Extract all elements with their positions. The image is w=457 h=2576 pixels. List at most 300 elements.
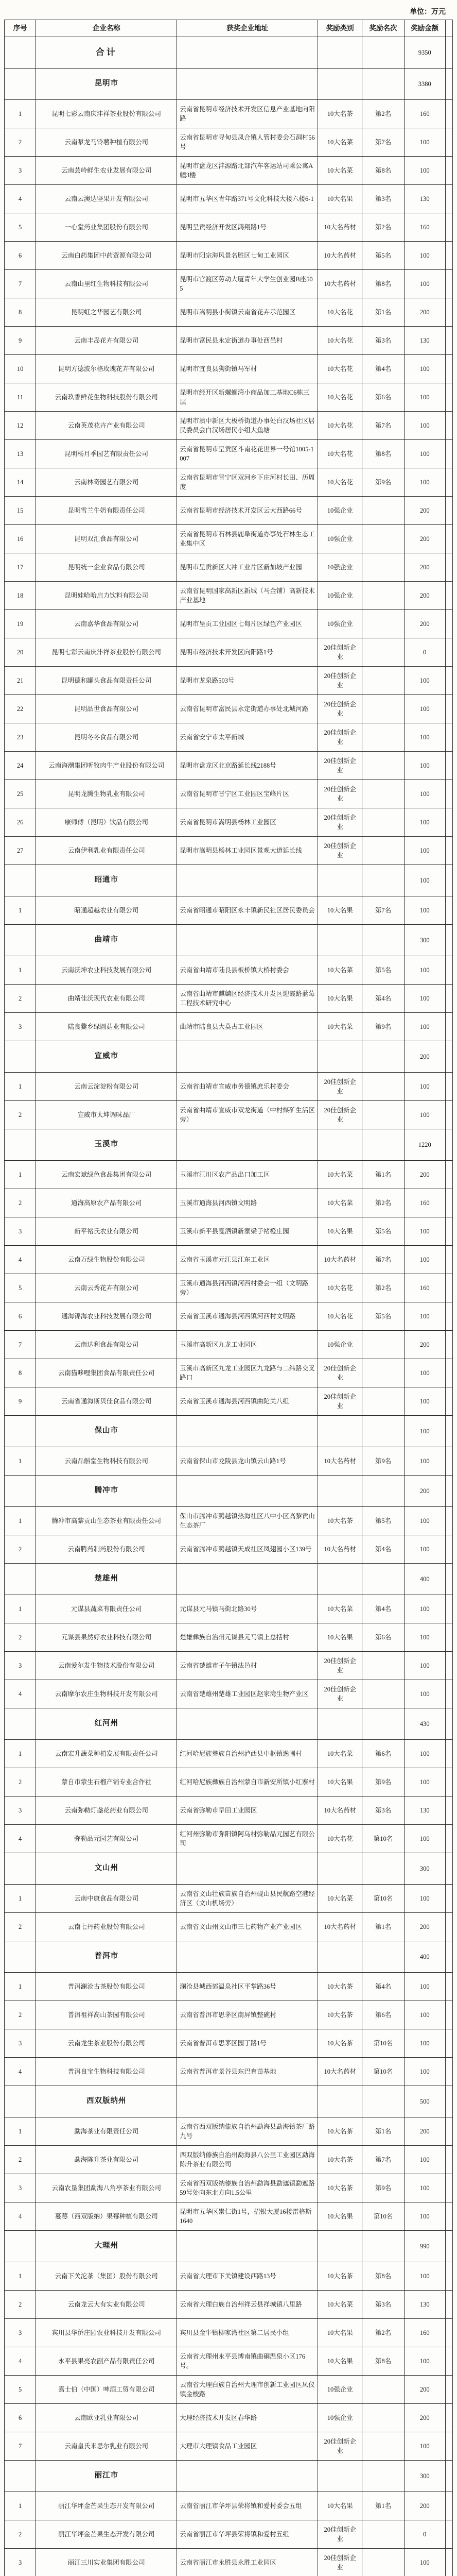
rank-cell	[362, 1853, 405, 1885]
seq-cell: 6	[5, 1302, 36, 1331]
amount-cell: 100	[404, 2262, 445, 2291]
company-cell: 云南白药集团中药资源有限公司	[36, 242, 177, 270]
city-name-cell: 普洱市	[36, 1941, 177, 1973]
address-cell	[177, 1041, 318, 1073]
city-amount-cell: 300	[404, 1853, 445, 1885]
company-cell: 通海高原农产品有限公司	[36, 1189, 177, 1217]
total-row	[5, 37, 453, 69]
category-cell: 10大名茶	[318, 2146, 362, 2174]
company-cell: 云南玖香鲜花生物科技股份有限公司	[36, 383, 177, 412]
seq-cell: 2	[5, 1189, 36, 1217]
amount-cell: 200	[404, 1913, 445, 1941]
rank-cell: 第7名	[362, 1246, 405, 1274]
amount-cell: 100	[404, 2001, 445, 2029]
city-amount-cell: 100	[404, 865, 445, 896]
company-cell: 云南品斛堂生物科技有限公司	[36, 1447, 177, 1476]
seq-cell: 14	[5, 468, 36, 497]
address-cell: 玉溪市高新区九龙工业园区九龙路与二纬路交叉路口	[177, 1359, 318, 1387]
rank-cell: 第9名	[362, 1768, 405, 1797]
spacer-cell	[445, 2117, 452, 2146]
amount-cell: 100	[404, 2432, 445, 2461]
address-cell: 玉溪市江川区农产品出口加工区	[177, 1161, 318, 1189]
address-cell: 云南省曲靖市陆良县板桥镇大桥村委会	[177, 956, 318, 985]
spacer-cell	[445, 1013, 452, 1041]
spacer-cell	[445, 1447, 452, 1476]
category-cell: 10大名药材	[318, 1535, 362, 1564]
rank-cell: 第10名	[362, 1885, 405, 1913]
address-cell: 云南省保山市龙陵县龙山镇云山路1号	[177, 1447, 318, 1476]
address-cell: 红河哈尼族彝族自治州蒙自市新安所镇小红寨村	[177, 1768, 318, 1797]
city-name-cell: 腾冲市	[36, 1476, 177, 1507]
table-row	[5, 1825, 453, 1853]
amount-cell: 100	[404, 157, 445, 185]
table-row	[5, 2549, 453, 2576]
category-cell: 10强企业	[318, 525, 362, 553]
category-cell	[318, 37, 362, 69]
table-row	[5, 1595, 453, 1623]
spacer-cell	[445, 780, 452, 808]
rank-cell	[362, 1941, 405, 1973]
seq-cell	[5, 2461, 36, 2492]
seq-cell: 5	[5, 1274, 36, 1302]
address-cell: 云南省文山州文山市三七药物产业产业园区	[177, 1913, 318, 1941]
category-cell: 20佳创新企业	[318, 780, 362, 808]
amount-cell: 160	[404, 100, 445, 128]
category-cell	[318, 1708, 362, 1740]
spacer-cell	[445, 1274, 452, 1302]
company-cell: 一心堂药业集团股份有限公司	[36, 213, 177, 242]
table-row	[5, 1973, 453, 2001]
category-cell: 10大名菜	[318, 2291, 362, 2319]
category-cell	[318, 2231, 362, 2262]
category-cell: 10大名菜	[318, 1595, 362, 1623]
table-row	[5, 1885, 453, 1913]
rank-cell	[362, 1416, 405, 1447]
seq-cell: 21	[5, 667, 36, 695]
table-row	[5, 440, 453, 468]
amount-cell: 130	[404, 185, 445, 213]
spacer-cell	[445, 2404, 452, 2432]
address-cell: 昆明市呈贡工业园区七甸片区绿色产业园区	[177, 610, 318, 638]
category-cell: 10强企业	[318, 497, 362, 525]
header-row	[5, 20, 453, 37]
address-cell: 云南省丽江市华坪县荣将镇和爱村五组	[177, 2520, 318, 2549]
table-row	[5, 1359, 453, 1387]
address-cell: 昆明市五华区崇仁街1号，招银大厦16楼雷格斯 1640	[177, 2202, 318, 2231]
seq-cell: 2	[5, 2520, 36, 2549]
company-cell: 云南云秀花卉有限公司	[36, 1274, 177, 1302]
address-cell: 云南省昆明市寻甸县凤合镇人管村委会石洞村56号	[177, 128, 318, 157]
city-name-cell: 大理州	[36, 2231, 177, 2262]
rank-cell: 第8名	[362, 2262, 405, 2291]
company-cell: 云南云澳达坚果开发有限公司	[36, 185, 177, 213]
address-cell: 曲靖市陆良县大莫古工业园区	[177, 1013, 318, 1041]
company-cell: 云南弥勒灯盏花药业有限公司	[36, 1797, 177, 1825]
city-name-cell: 文山州	[36, 1853, 177, 1885]
address-cell: 云南省楚雄市子午镇法邑村	[177, 1652, 318, 1680]
rank-cell	[362, 37, 405, 69]
seq-cell	[5, 1564, 36, 1595]
rank-cell	[362, 1331, 405, 1359]
rank-cell	[362, 837, 405, 865]
seq-cell: 27	[5, 837, 36, 865]
table-row	[5, 638, 453, 667]
seq-cell: 8	[5, 298, 36, 327]
spacer-cell	[445, 1129, 452, 1161]
table-row	[5, 956, 453, 985]
spacer-cell	[445, 1041, 452, 1073]
table-row	[5, 1680, 453, 1708]
table-row	[5, 2146, 453, 2174]
company-cell: 普洱澜沧古茶股份有限公司	[36, 1973, 177, 2001]
city-name-cell: 昭通市	[36, 865, 177, 896]
company-cell: 蔓莓（西双版纳）果莓种植有限公司	[36, 2202, 177, 2231]
spacer-cell	[445, 1535, 452, 1564]
category-cell	[318, 925, 362, 956]
spacer-cell	[445, 2058, 452, 2086]
rank-cell: 第5名	[362, 1507, 405, 1535]
seq-cell: 1	[5, 1740, 36, 1768]
amount-cell: 100	[404, 985, 445, 1013]
spacer-cell	[445, 2520, 452, 2549]
spacer-cell	[445, 1217, 452, 1246]
rank-cell: 第7名	[362, 412, 405, 440]
amount-cell: 100	[404, 468, 445, 497]
rank-cell: 第4名	[362, 1973, 405, 2001]
address-cell	[177, 1708, 318, 1740]
address-cell: 昆明市嵩明县杨林工业园区景观大道延长线	[177, 837, 318, 865]
seq-cell: 1	[5, 1161, 36, 1189]
table-row	[5, 327, 453, 355]
seq-cell: 17	[5, 553, 36, 582]
city-name-cell: 曲靖市	[36, 925, 177, 956]
address-cell: 玉溪市通海县河西镇河西村委会一组（文明路旁）	[177, 1274, 318, 1302]
amount-cell: 200	[404, 1331, 445, 1359]
spacer-cell	[445, 497, 452, 525]
category-cell: 10大名果	[318, 185, 362, 213]
company-cell: 云南达利食品有限公司	[36, 1331, 177, 1359]
category-cell: 10大名茶	[318, 1507, 362, 1535]
category-cell: 20佳创新企业	[318, 808, 362, 837]
rank-cell	[362, 497, 405, 525]
rank-cell: 第8名	[362, 440, 405, 468]
amount-cell: 100	[404, 1740, 445, 1768]
rank-cell: 第10名	[362, 2058, 405, 2086]
spacer-cell	[445, 298, 452, 327]
seq-cell: 3	[5, 2029, 36, 2058]
address-cell: 云南省昆明市经济技术开发区云大西路66号	[177, 497, 318, 525]
category-cell: 20佳创新企业	[318, 1387, 362, 1416]
spacer-cell	[445, 1768, 452, 1797]
spacer-cell	[445, 1797, 452, 1825]
category-cell: 10大名果	[318, 1768, 362, 1797]
address-cell: 云南省曲靖市宣威市双龙街道（中村煤矿生活区旁）	[177, 1101, 318, 1129]
category-cell	[318, 2086, 362, 2117]
rank-cell: 第9名	[362, 2174, 405, 2202]
city-row	[5, 1708, 453, 1740]
category-cell: 20佳创新企业	[318, 2549, 362, 2576]
city-amount-cell: 200	[404, 1476, 445, 1507]
category-cell: 10大名果	[318, 2202, 362, 2231]
address-cell: 玉溪市通海县河西镇文明路	[177, 1189, 318, 1217]
rank-cell	[362, 638, 405, 667]
rank-cell	[362, 1101, 405, 1129]
address-cell	[177, 865, 318, 896]
table-row	[5, 1797, 453, 1825]
address-cell: 云南省玉溪市通海县河西镇曲陀关八组	[177, 1387, 318, 1416]
seq-cell: 25	[5, 780, 36, 808]
address-cell: 昆明市嵩明县小街镇云南省花卉示范园区	[177, 298, 318, 327]
seq-cell: 1	[5, 896, 36, 925]
spacer-cell	[445, 2319, 452, 2347]
amount-cell: 100	[404, 1623, 445, 1652]
spacer-cell	[445, 2174, 452, 2202]
category-cell: 10大名药材	[318, 2058, 362, 2086]
amount-cell: 100	[404, 1595, 445, 1623]
spacer-cell	[445, 985, 452, 1013]
address-cell: 云南省文山壮族苗族自治州砚山县民航路空港经济区（文山机场旁）	[177, 1885, 318, 1913]
spacer-cell	[445, 128, 452, 157]
seq-cell: 3	[5, 1652, 36, 1680]
city-row	[5, 1564, 453, 1595]
address-cell: 元谋县元马镇马街北路30号	[177, 1595, 318, 1623]
spacer-cell	[445, 468, 452, 497]
address-cell: 云南省西双版纳傣族自治州勐海县勐海镇茶厂路九号	[177, 2117, 318, 2146]
category-cell: 10大名茶	[318, 2174, 362, 2202]
category-cell: 20佳创新企业	[318, 667, 362, 695]
company-cell: 昆明德和罐头食品有限责任公司	[36, 667, 177, 695]
address-cell: 云南省丽江市华坪县荣将镇和爱村委会五组	[177, 2492, 318, 2520]
amount-cell: 0	[404, 2520, 445, 2549]
seq-cell	[5, 1941, 36, 1973]
table-row	[5, 1013, 453, 1041]
seq-cell: 9	[5, 1387, 36, 1416]
address-cell: 云南省弥勒市旱田工业园区	[177, 1797, 318, 1825]
address-cell: 云南省曲靖市麒麟区经济技术开发区迎霞路蓝莓工程技术研究中心	[177, 985, 318, 1013]
amount-cell: 100	[404, 1302, 445, 1331]
seq-cell: 2	[5, 128, 36, 157]
company-cell: 昆明娃哈哈启力饮料有限公司	[36, 582, 177, 610]
company-cell: 云南摩尔农庄生物科技开发有限公司	[36, 1680, 177, 1708]
address-cell: 云南省昆明市嵩明县杨林工业园区	[177, 808, 318, 837]
rank-cell	[362, 1564, 405, 1595]
spacer-cell	[445, 1708, 452, 1740]
spacer-cell	[445, 1973, 452, 2001]
address-cell: 云南省大理白族自治州祥云县祥城镇八里路	[177, 2291, 318, 2319]
category-cell: 10大名药材	[318, 1447, 362, 1476]
seq-cell: 3	[5, 1797, 36, 1825]
seq-cell: 7	[5, 2432, 36, 2461]
category-cell: 10大名菜	[318, 956, 362, 985]
address-cell: 云南省玉溪市元江县江东工业区	[177, 1246, 318, 1274]
amount-cell: 100	[404, 1246, 445, 1274]
rank-cell	[362, 695, 405, 723]
spacer-cell	[445, 2291, 452, 2319]
spacer-cell	[445, 1595, 452, 1623]
seq-cell: 15	[5, 497, 36, 525]
rank-cell: 第1名	[362, 2492, 405, 2520]
address-cell: 玉溪市高新区九龙工业园区	[177, 1331, 318, 1359]
company-cell: 勐海茶业有限责任公司	[36, 2117, 177, 2146]
category-cell: 20佳创新企业	[318, 2520, 362, 2549]
city-amount-cell: 400	[404, 1564, 445, 1595]
amount-cell: 100	[404, 1073, 445, 1101]
city-amount-cell: 300	[404, 925, 445, 956]
company-cell: 昆明龙腾生物乳业有限公司	[36, 780, 177, 808]
address-cell: 大理市大理镇食品工业园区	[177, 2432, 318, 2461]
category-cell: 10大名果	[318, 896, 362, 925]
address-cell: 红河哈尼族彝族自治州泸西县中枢镇逸圃村	[177, 1740, 318, 1768]
category-cell: 10大名茶	[318, 2262, 362, 2291]
rank-cell	[362, 1476, 405, 1507]
seq-cell	[5, 2086, 36, 2117]
table-row	[5, 298, 453, 327]
rank-cell: 第7名	[362, 896, 405, 925]
rank-cell	[362, 2520, 405, 2549]
spacer-cell	[445, 1652, 452, 1680]
category-cell: 10大名花	[318, 1302, 362, 1331]
amount-cell: 100	[404, 896, 445, 925]
company-cell: 云南下关沱茶（集团）股份有限公司	[36, 2262, 177, 2291]
rank-cell	[362, 2086, 405, 2117]
category-cell: 10大名菜	[318, 1161, 362, 1189]
amount-cell: 160	[404, 2319, 445, 2347]
company-cell: 云南龙云大有实业有限公司	[36, 2291, 177, 2319]
category-cell: 10大名菜	[318, 1885, 362, 1913]
address-cell: 云南省普洱市思茅区园丁路1号	[177, 2029, 318, 2058]
spacer-cell	[445, 1416, 452, 1447]
address-cell: 玉溪市新平县戛洒镇新寨梁子褚橙庄园	[177, 1217, 318, 1246]
address-cell: 云南省丽江市永胜县永胜工业园区	[177, 2549, 318, 2576]
company-cell: 新平褚氏农业有限公司	[36, 1217, 177, 1246]
seq-cell: 1	[5, 100, 36, 128]
seq-cell: 26	[5, 808, 36, 837]
category-cell: 10大名果	[318, 1623, 362, 1652]
rank-cell	[362, 610, 405, 638]
seq-cell: 4	[5, 2058, 36, 2086]
spacer-cell	[445, 1101, 452, 1129]
amount-cell: 100	[404, 2549, 445, 2576]
spacer-cell	[445, 2432, 452, 2461]
company-cell: 云南林奇园艺有限公司	[36, 468, 177, 497]
category-cell: 20佳创新企业	[318, 1101, 362, 1129]
rank-cell: 第6名	[362, 383, 405, 412]
table-row	[5, 497, 453, 525]
seq-cell: 5	[5, 213, 36, 242]
seq-cell: 2	[5, 1623, 36, 1652]
seq-cell	[5, 1416, 36, 1447]
address-cell: 云南省大理州永平县博南镇曲硐温泉小区176号。	[177, 2347, 318, 2376]
address-cell: 云南省昆明市石林县鹿阜街道办事处石林生态工业集中区	[177, 525, 318, 553]
seq-cell: 3	[5, 2319, 36, 2347]
company-cell: 云南爱尔发生物技术股份有限公司	[36, 1652, 177, 1680]
company-cell: 丽江三川实业集团有限公司	[36, 2549, 177, 2576]
table-row	[5, 1623, 453, 1652]
company-cell: 云南龙生茶业股份有限公司	[36, 2029, 177, 2058]
table-row	[5, 468, 453, 497]
rank-cell: 第1名	[362, 1913, 405, 1941]
seq-cell: 4	[5, 1246, 36, 1274]
rank-cell: 第2名	[362, 2319, 405, 2347]
address-cell: 云南省昆明市富民县永定街道办事处北城河路	[177, 695, 318, 723]
spacer-cell	[445, 1161, 452, 1189]
seq-cell: 2	[5, 2001, 36, 2029]
category-cell: 10大名菜	[318, 1013, 362, 1041]
company-cell: 腾冲市高黎贡山生态茶业有限责任公司	[36, 1507, 177, 1535]
spacer-cell	[445, 2376, 452, 2404]
amount-cell: 200	[404, 553, 445, 582]
category-cell: 10大名花	[318, 412, 362, 440]
seq-cell: 3	[5, 1217, 36, 1246]
category-cell: 20佳创新企业	[318, 2432, 362, 2461]
city-name-cell: 保山市	[36, 1416, 177, 1447]
city-name-cell: 玉溪市	[36, 1129, 177, 1161]
rank-cell: 第4名	[362, 985, 405, 1013]
spacer-cell	[445, 1740, 452, 1768]
spacer-cell	[445, 440, 452, 468]
rank-cell: 第6名	[362, 2001, 405, 2029]
category-cell: 10大名茶	[318, 2001, 362, 2029]
address-cell	[177, 1476, 318, 1507]
spacer-cell	[445, 1885, 452, 1913]
category-cell: 20佳创新企业	[318, 752, 362, 780]
amount-cell: 100	[404, 780, 445, 808]
spacer-cell	[445, 1913, 452, 1941]
spacer-cell	[445, 1680, 452, 1708]
spacer-cell	[445, 1825, 452, 1853]
table-row	[5, 1217, 453, 1246]
rank-cell	[362, 723, 405, 752]
seq-cell: 19	[5, 610, 36, 638]
table-row	[5, 1246, 453, 1274]
city-amount-cell: 3380	[404, 69, 445, 100]
company-cell: 云南嘉华食品有限公司	[36, 610, 177, 638]
rank-cell: 第9名	[362, 1447, 405, 1476]
category-cell: 20佳创新企业	[318, 723, 362, 752]
seq-cell: 18	[5, 582, 36, 610]
seq-cell: 1	[5, 1885, 36, 1913]
rank-cell: 第2名	[362, 213, 405, 242]
address-cell: 昆明市盘龙区沣源路北部汽车客运站司乘公寓A幢3楼	[177, 157, 318, 185]
company-cell: 普洱良宝生物科技有限公司	[36, 2058, 177, 2086]
address-cell: 昆明市经济技术开发区向阳路1号	[177, 638, 318, 667]
amount-cell: 100	[404, 242, 445, 270]
address-cell: 红河州弥勒市弥阳镇阿乌村弥勒品元园艺有限公司	[177, 1825, 318, 1853]
spacer-cell	[445, 2086, 452, 2117]
rank-cell	[362, 667, 405, 695]
company-cell: 云南海潮集团听牧肉牛产业股份有限公司	[36, 752, 177, 780]
address-cell: 保山市腾冲市腾越镇热海社区八中小区高黎贡山生态茶厂	[177, 1507, 318, 1535]
rank-cell: 第8名	[362, 157, 405, 185]
seq-cell: 4	[5, 1825, 36, 1853]
address-cell: 昆明市呈贡新区大冲工业片区新加坡产业园	[177, 553, 318, 582]
table-row	[5, 2202, 453, 2231]
table-row	[5, 2319, 453, 2347]
spacer-cell	[445, 695, 452, 723]
category-cell: 10大名茶	[318, 1973, 362, 2001]
seq-cell: 5	[5, 2376, 36, 2404]
table-row	[5, 1302, 453, 1331]
table-row	[5, 610, 453, 638]
address-cell	[177, 2231, 318, 2262]
amount-cell: 200	[404, 2492, 445, 2520]
company-cell: 昆明雪兰牛奶有限责任公司	[36, 497, 177, 525]
table-row	[5, 2029, 453, 2058]
seq-cell: 1	[5, 2262, 36, 2291]
category-cell: 10大名花	[318, 440, 362, 468]
city-row	[5, 1476, 453, 1507]
city-row	[5, 925, 453, 956]
